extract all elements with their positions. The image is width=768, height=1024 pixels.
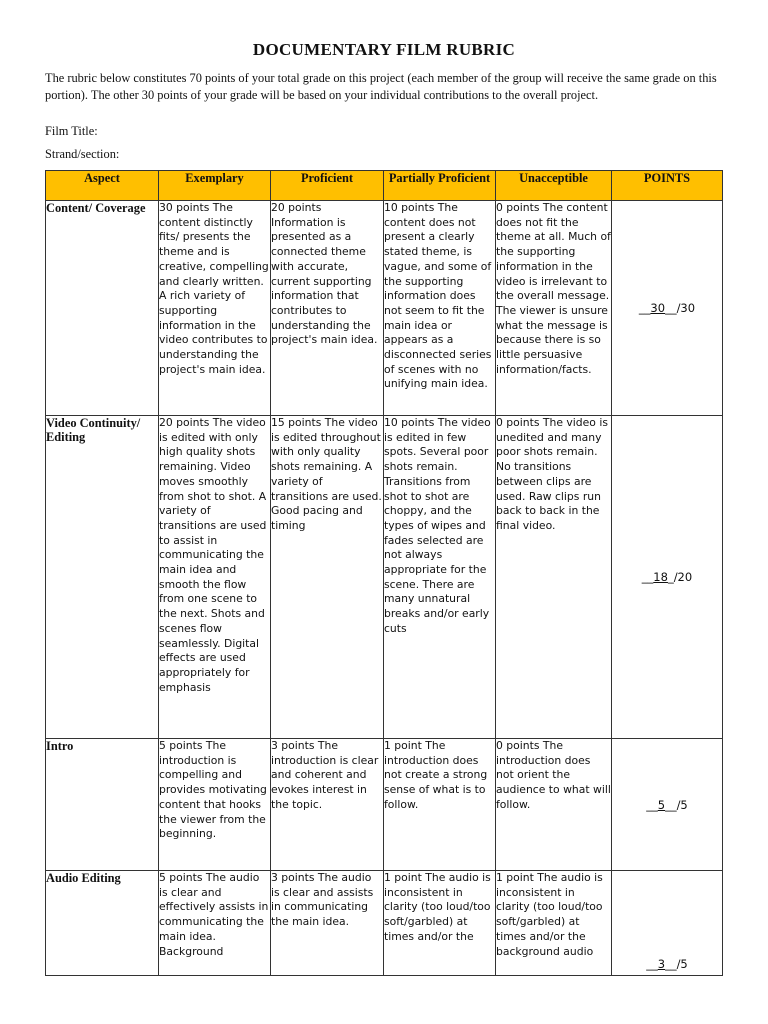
table-row (46, 201, 723, 416)
strand-section-label: Strand/section: (45, 147, 120, 161)
proficient-cell: 20 points Information is presented as a connected theme with accurate, current supporting information that contributes to understanding the project's main idea. (271, 201, 384, 416)
exemplary-cell: 5 points The introduction is compelling and provides motivating content that hooks the viewer from the beginning. (159, 739, 271, 871)
document-title: DOCUMENTARY FILM RUBRIC (252, 40, 516, 59)
unacceptible-cell: 0 points The introduction does not orient the audience to what will follow. (496, 739, 612, 871)
aspect-cell: Audio Editing (46, 871, 159, 976)
table-row (46, 416, 723, 739)
partially-proficient-cell: 1 point The introduction does not create a strong sense of what is to follow. (384, 739, 496, 871)
points-score: __3__/5 (646, 957, 688, 971)
points-score: __18_/20 (641, 570, 693, 584)
header-row (46, 171, 723, 201)
header-aspect: Aspect (46, 171, 159, 201)
film-title-label: Film Title: (45, 124, 98, 138)
points-cell (612, 871, 723, 976)
partially-proficient-cell (384, 871, 496, 976)
aspect-cell: Video Continuity/ Editing (46, 416, 159, 739)
points-cell (612, 201, 723, 416)
exemplary-cell: 30 points The content distinctly fits/ presents the theme and is creative, compelling and clearly written. A rich variety of supporting information in the video contributes to understanding the project's main idea. (159, 201, 271, 416)
intro-paragraph: The rubric below constitutes 70 points of your total grade on this project (each member of the group will receive the same grade on this portion). The other 30 points of your grade will be based on your individual contributions to the overall project. (45, 71, 717, 102)
proficient-cell: 15 points The video is edited throughout with only quality shots remaining. A variety of transitions are used. Good pacing and timing (271, 416, 384, 739)
points-cell (612, 739, 723, 871)
exemplary-cell (159, 871, 271, 976)
aspect-cell: Intro (46, 739, 159, 871)
proficient-cell: 3 points The audio is clear and assists in communicating the main idea. (271, 871, 384, 976)
header-proficient: Proficient (271, 171, 384, 201)
unacceptible-text: 1 point The audio is inconsistent in clarity (too loud/too soft/garbled) at times and/or the background audio (496, 871, 603, 958)
unacceptible-cell: 0 points The content does not fit the theme at all. Much of the supporting information in the video is irrelevant to the overall message. The viewer is unsure what the message is because there is so little persuasive information/facts. (496, 201, 612, 416)
table-row (46, 739, 723, 871)
exemplary-cell: 20 points The video is edited with only high quality shots remaining. Video moves smoothly from shot to shot. A variety of transitions are used to assist in communicating the main idea and smooth the flow from one scene to the next. Shots and scenes flow seamlessly. Digital effects are used appropriately for emphasis (159, 416, 271, 739)
partially-proficient-cell: 10 points The video is edited in few spots. Several poor shots remain. Transitions from shot to shot are choppy, and the types of wipes and fades selected are not always appropriate for the scene. There are many unnatural breaks and/or early cuts (384, 416, 496, 739)
table-row (46, 871, 723, 976)
exemplary-text: 5 points The audio is clear and effectively assists in communicating the main idea. Background (159, 871, 269, 958)
points-score: __5__/5 (646, 797, 688, 812)
rubric-table (45, 170, 723, 976)
aspect-cell: Content/ Coverage (46, 201, 159, 416)
partially-proficient-cell: 10 points The content does not present a clearly stated theme, is vague, and some of the supporting information does not seem to fit the main idea or appears as a disconnected series of scenes with no unifying main idea. (384, 201, 496, 416)
unacceptible-cell (496, 871, 612, 976)
proficient-cell: 3 points The introduction is clear and coherent and evokes interest in the topic. (271, 739, 384, 871)
header-unacceptible: Unacceptible (496, 171, 612, 201)
unacceptible-cell: 0 points The video is unedited and many poor shots remain. No transitions between clips are used. Raw clips run back to back in the final video. (496, 416, 612, 739)
points-cell (612, 416, 723, 739)
header-exemplary: Exemplary (159, 171, 271, 201)
header-points: POINTS (612, 171, 723, 201)
points-score: __30__/30 (638, 301, 696, 315)
header-partially-proficient: Partially Proficient (384, 171, 496, 201)
partially-proficient-text: 1 point The audio is inconsistent in clarity (too loud/too soft/garbled) at times and/or the (384, 871, 491, 943)
